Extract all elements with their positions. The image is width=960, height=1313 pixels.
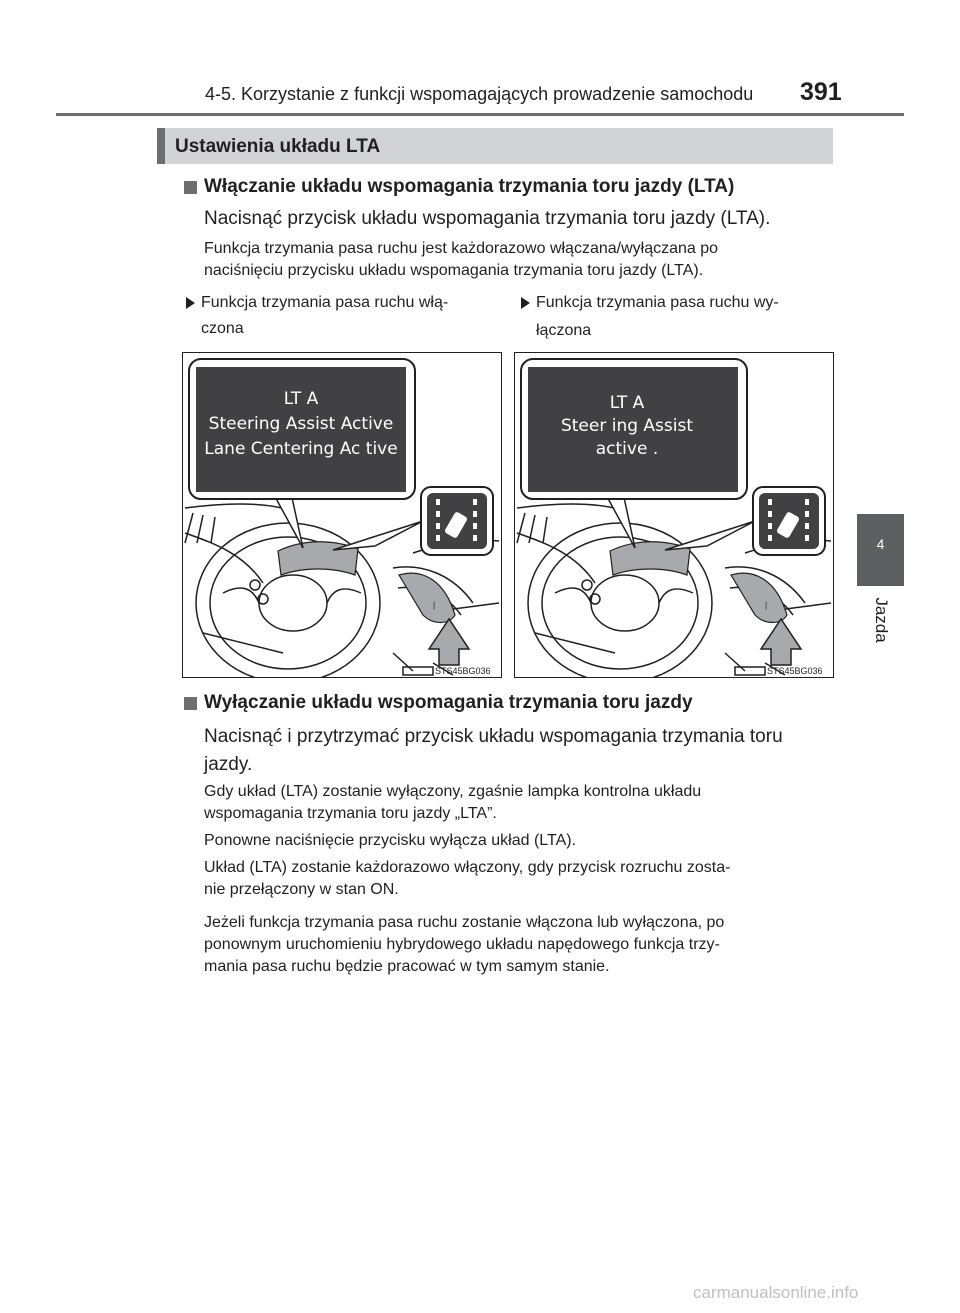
callout-pointer [665, 521, 755, 550]
disable-instruction-line2: jazdy. [204, 754, 253, 775]
disable-p4-line1: Jeżeli funkcja trzymania pasa ruchu zostanie włączona lub wyłączona, po [204, 914, 725, 931]
caption-arrow-icon [186, 297, 195, 309]
caption-arrow-icon [521, 297, 530, 309]
svg-text:⦚: ⦚ [433, 600, 436, 613]
enable-heading: Włączanie układu wspomagania trzymania toru jazdy (LTA) [204, 176, 735, 197]
dashboard-illustration [515, 353, 833, 677]
disable-p1-line1: Gdy układ (LTA) zostanie wyłączony, zgaśnie lampka kontrolna układu [204, 783, 702, 800]
chapter-tab [857, 514, 904, 586]
press-arrow-icon [761, 619, 801, 665]
display-line: active . [595, 439, 659, 459]
disable-p1-line2: wspomagania trzymania toru jazdy „LTA”. [204, 805, 497, 822]
press-arrow-icon [429, 619, 469, 665]
disable-p2: Ponowne naciśnięcie przycisku wyłącza układ (LTA). [204, 832, 577, 849]
steering-switch [731, 573, 787, 622]
callout-pointer [333, 521, 423, 550]
disable-p3-line1: Układ (LTA) zostanie każdorazowo włączony, gdy przycisk rozruchu zosta- [204, 859, 731, 876]
figure-code: STS45BG036 [767, 666, 823, 676]
enable-instruction: Nacisnąć przycisk układu wspomagania trzymania toru jazdy (LTA). [204, 208, 771, 229]
watermark-url: carmanualsonline.info [693, 1283, 859, 1302]
display-line: Steering Assist Active [208, 414, 394, 434]
disable-p4-line3: mania pasa ruchu będzie pracować w tym samym stanie. [204, 958, 610, 975]
callout-pointer [605, 493, 635, 548]
bullet-square-icon [184, 181, 197, 194]
enable-note-line1: Funkcja trzymania pasa ruchu jest każdorazowo włączana/wyłączana po [204, 240, 719, 257]
chapter-number: 4 [876, 536, 885, 552]
chapter-label-box [858, 590, 904, 650]
figure1-caption-line1: Funkcja trzymania pasa ruchu włą- [201, 294, 449, 311]
figure2-caption-line2: łączona [536, 322, 592, 339]
disable-p3-line2: nie przełączony w stan ON. [204, 881, 399, 898]
bullet-square-icon [184, 697, 197, 710]
running-header: 4-5. Korzystanie z funkcji wspomagających prowadzenie samochodu [205, 84, 754, 104]
steering-switch [399, 573, 455, 622]
figure2-caption-line1: Funkcja trzymania pasa ruchu wy- [536, 294, 779, 311]
section-accent [157, 128, 165, 164]
header-divider [56, 113, 904, 116]
figure-code: STS45BG036 [435, 666, 491, 676]
disable-instruction-line1: Nacisnąć i przytrzymać przycisk układu wspomagania trzymania toru [204, 726, 783, 747]
display-line: LT A [609, 393, 645, 413]
chapter-label: Jazda [872, 597, 891, 643]
dashboard-illustration [183, 353, 501, 677]
display-line: Lane Centering Ac tive [204, 439, 398, 459]
section-title: Ustawienia układu LTA [175, 136, 381, 157]
figure-lta-on [182, 352, 502, 678]
section-heading-bar [157, 128, 833, 164]
disable-p4-line2: ponownym uruchomieniu hybrydowego układu napędowego funkcja trzy- [204, 936, 720, 953]
callout-pointer [273, 493, 303, 548]
disable-heading: Wyłączanie układu wspomagania trzymania toru jazdy [204, 692, 693, 713]
display-line: LT A [283, 389, 319, 409]
svg-text:⦚: ⦚ [765, 600, 768, 613]
page-number: 391 [800, 78, 842, 106]
display-line: Steer ing Assist [560, 416, 694, 436]
figure1-caption-line2: czona [201, 320, 244, 337]
figure-lta-off [514, 352, 834, 678]
enable-note-line2: naciśnięciu przycisku układu wspomagania trzymania toru jazdy (LTA). [204, 262, 704, 279]
